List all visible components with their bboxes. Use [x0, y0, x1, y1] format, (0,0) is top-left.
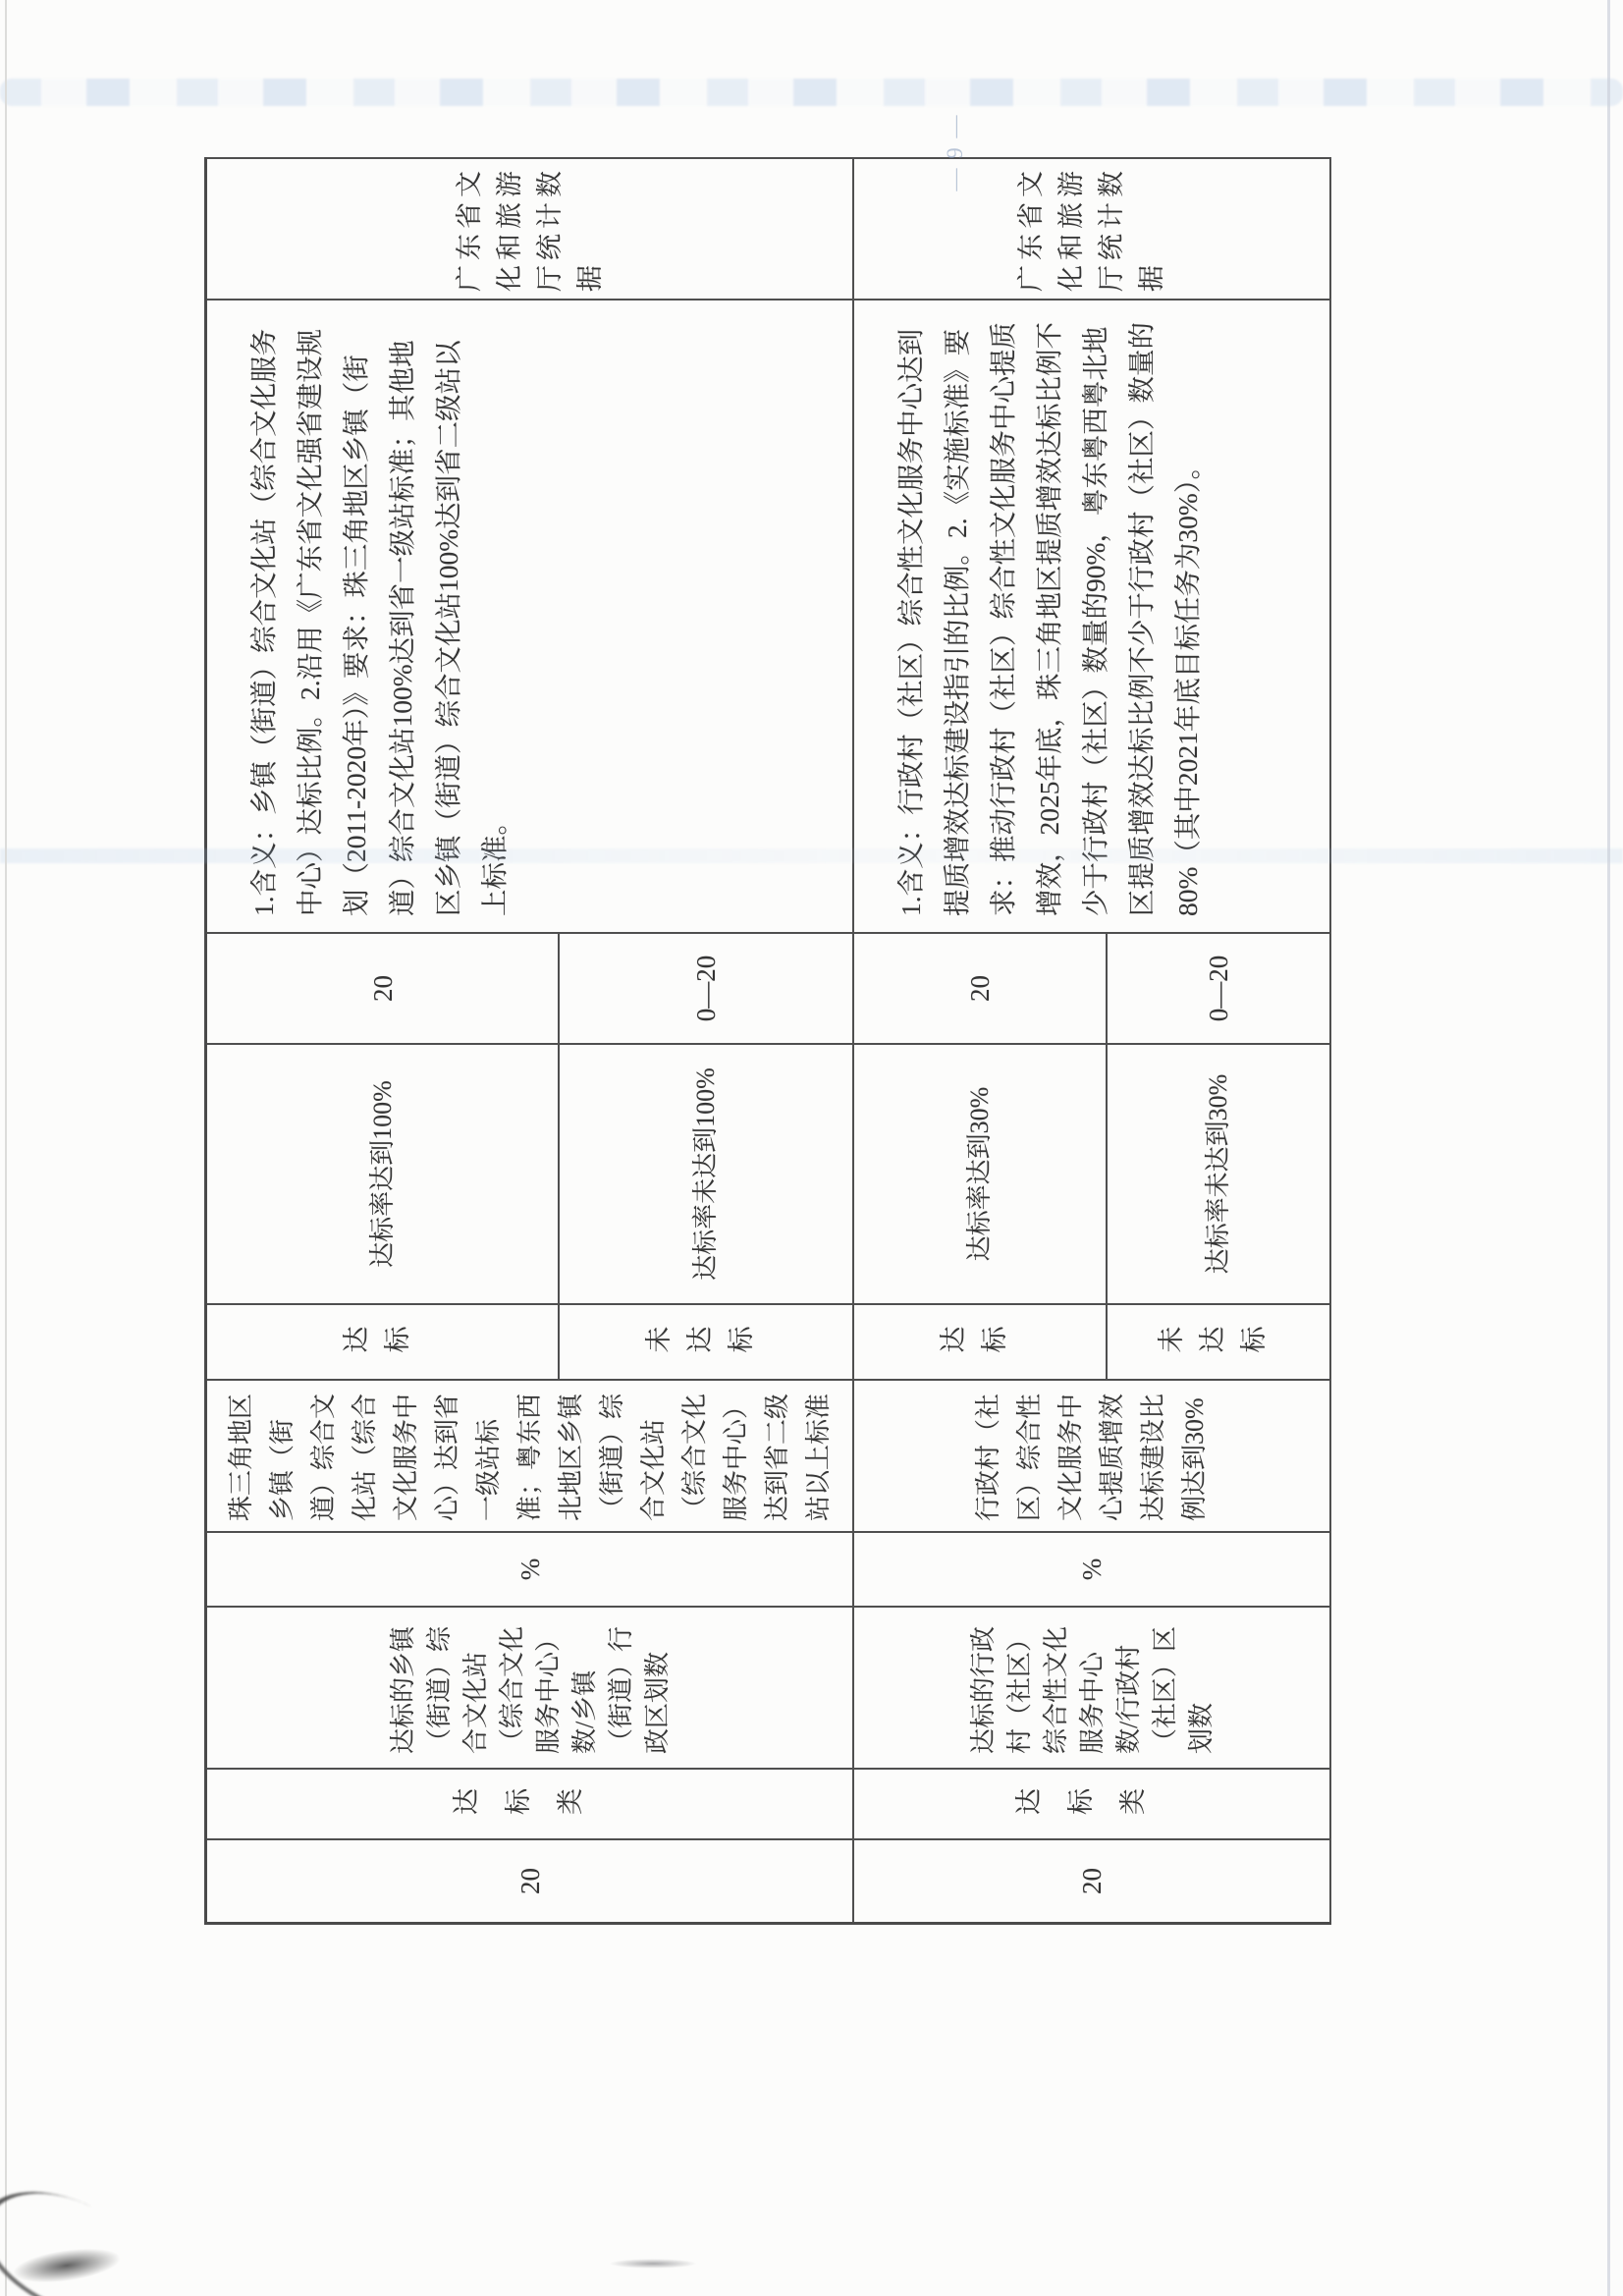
indicator-9-type-cell — [854, 1768, 1331, 1838]
indicator-8-grade-unmet-status: 未达标 — [644, 1327, 768, 1357]
indicator-9-grade-met-criteria-cell — [854, 1043, 1108, 1303]
indicator-9-condition-cell — [854, 1379, 1331, 1531]
indicator-8-grade-met-status-cell — [207, 1303, 560, 1379]
indicator-9-type-label: 达标类 — [1013, 1789, 1170, 1819]
indicator-8-explanation: 1.含义：乡镇（街道）综合文化站（综合文化服务中心）达标比例。2.沿用《广东省文化强省建设规划（2011-2020年）》要求：珠三角地区乡镇（街道）综合文化站100%达到省一级站标准；其他地区乡镇（街道）综合文化站100%达到省二级站以上标准。 — [248, 328, 510, 916]
indicator-8-type-cell — [207, 1768, 854, 1838]
page-number: — 9 — — [943, 113, 967, 191]
indicator-8-grade-unmet-criteria-cell — [560, 1043, 854, 1303]
evaluation-indicator-table — [204, 157, 1331, 1925]
indicator-9-grade-unmet-criteria: 达标率未达到30% — [1204, 1073, 1232, 1275]
indicator-8-unit-cell — [207, 1531, 854, 1606]
indicator-9-explanation-cell — [854, 299, 1331, 932]
indicator-9-grade-unmet-status: 未达标 — [1157, 1327, 1280, 1357]
indicator-9-grade-unmet-points-cell — [1108, 932, 1331, 1043]
indicator-8-score: 20 — [514, 1868, 545, 1894]
indicator-9-grade-unmet-criteria-cell — [1108, 1043, 1331, 1303]
indicator-9-source-cell — [854, 157, 1331, 299]
scan-artifact-bottom-mark — [609, 2259, 697, 2269]
indicator-8-explanation-cell — [207, 299, 854, 932]
indicator-8-grade-unmet-criteria: 达标率未达到100% — [691, 1067, 720, 1281]
indicator-8-type-label: 达标类 — [452, 1789, 608, 1819]
indicator-8-grade-met-status: 达标 — [341, 1327, 424, 1357]
indicator-8-grade-met-points: 20 — [367, 975, 398, 1002]
indicator-8-grade-unmet-points: 0—20 — [691, 955, 721, 1022]
indicator-9-grade-unmet-status-cell — [1108, 1303, 1331, 1379]
indicator-9-grade-met-points: 20 — [965, 975, 995, 1002]
indicator-9-grade-met-criteria: 达标率达到30% — [965, 1086, 994, 1262]
indicator-9-unit: % — [1077, 1558, 1107, 1581]
scan-artifact-right-streak — [1607, 0, 1610, 2296]
indicator-9-condition: 行政村（社区）综合性文化服务中心提质增效达标建设比例达到30% — [974, 1393, 1209, 1521]
indicator-8-formula-cell — [207, 1606, 854, 1768]
scan-artifact-smudge-band — [0, 79, 1623, 106]
indicator-8-grade-unmet-points-cell — [560, 932, 854, 1043]
indicator-9-grade-met-points-cell — [854, 932, 1108, 1043]
indicator-9-unit-cell — [854, 1531, 1331, 1606]
indicator-8-condition-cell — [207, 1379, 854, 1531]
indicator-9-formula: 达标的行政村（社区）综合性文化服务中心数/行政村（社区）区划数 — [968, 1625, 1216, 1754]
indicator-8-grade-met-criteria-cell — [207, 1043, 560, 1303]
indicator-9-data-source: 广东省文化和旅游厅统计数据 — [1016, 166, 1166, 292]
indicator-8-formula: 达标的乡镇（街道）综合文化站（综合文化服务中心）数/乡镇（街道）行政区划数 — [388, 1625, 672, 1754]
indicator-9-explanation: 1.含义：行政村（社区）综合性文化服务中心达到提质增效达标建设指引的比例。2.《实施标准》要求：推动行政村（社区）综合性文化服务中心提质增效，2025年底，珠三角地区提质增效达标比例不少于行政村（社区）数量的90%，粤东粤西粤北地区提质增效达标比例不少于行政村（社区）数量的80%（其中2021年底目标任务为30%）。 — [895, 322, 1203, 916]
indicator-8-score-cell — [207, 1838, 854, 1922]
indicator-8-grade-met-points-cell — [207, 932, 560, 1043]
indicator-9-grade-met-status-cell — [854, 1303, 1108, 1379]
indicator-9-score: 20 — [1077, 1868, 1107, 1894]
indicator-8-unit: % — [514, 1558, 545, 1581]
scan-artifact-left-edge — [5, 0, 7, 2296]
indicator-8-data-source: 广东省文化和旅游厅统计数据 — [454, 166, 605, 292]
indicator-8-condition: 珠三角地区乡镇（街道）综合文化站（综合文化服务中心）达到省一级站标准；粤东西北地区乡镇（街道）综合文化站（综合文化服务中心）达到省二级站以上标准 — [226, 1393, 833, 1521]
indicator-8-grade-met-criteria: 达标率达到100% — [367, 1080, 397, 1268]
indicator-9-score-cell — [854, 1838, 1331, 1922]
indicator-9-grade-unmet-points: 0—20 — [1204, 955, 1233, 1022]
scan-artifact-blue-streak — [0, 848, 1623, 863]
indicator-8-source-cell — [207, 157, 854, 299]
indicator-9-grade-met-status: 达标 — [939, 1327, 1021, 1357]
indicator-9-formula-cell — [854, 1606, 1331, 1768]
indicator-8-grade-unmet-status-cell — [560, 1303, 854, 1379]
